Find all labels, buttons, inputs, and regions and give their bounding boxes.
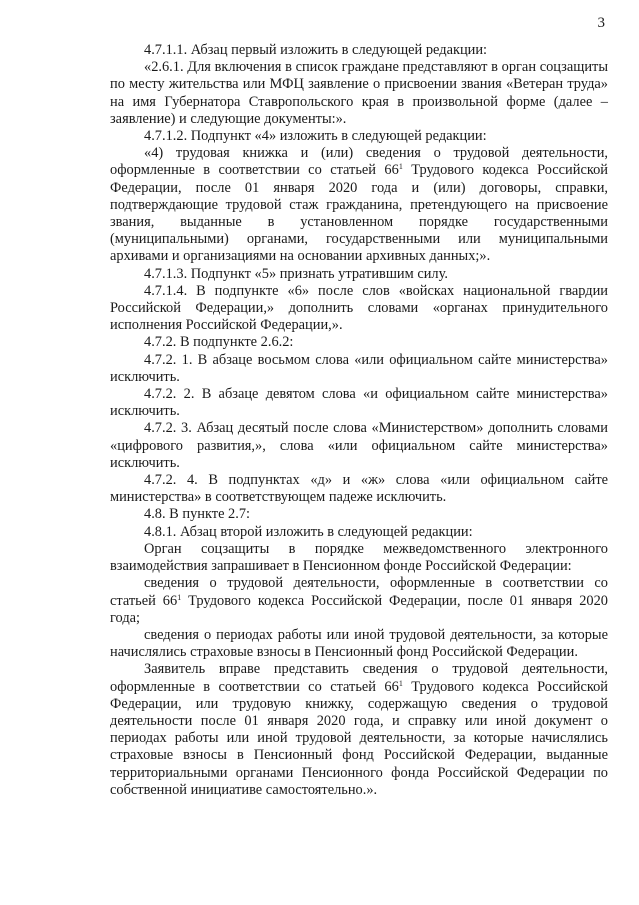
paragraph: 4.7.2. 4. В подпунктах «д» и «ж» слова «или официальном сайте министерства» в соответствующем падеже исключить. bbox=[110, 472, 608, 506]
paragraph: 4.8.1. Абзац второй изложить в следующей редакции: bbox=[144, 523, 473, 540]
paragraph: сведения о трудовой деятельности, оформленные в соответствии со статьей $66^1$ Трудового кодекса Российской Федерации, после 01 января 2020 года; bbox=[110, 575, 609, 626]
page-number: 3 bbox=[597, 15, 605, 31]
paragraph: 4.7.1.3. Подпункт «5» признать утратившим силу. bbox=[144, 265, 448, 282]
paragraph: «2.6.1. Для включения в список граждане представляют в орган соцзащиты по месту жительства или МФЦ заявление о присвоении звания «Ветеран труда» на имя Губернатора Ставропольского края в произвольной форме (далее – заявление) и следующие документы:». bbox=[110, 59, 608, 127]
paragraph: сведения о периодах работы или иной трудовой деятельности, за которые начислялись страховые взносы в Пенсионный фонд Российской Федерации. bbox=[110, 626, 608, 661]
document-body bbox=[110, 42, 608, 799]
paragraph: 4.7.1.2. Подпункт «4» изложить в следующей редакции: bbox=[144, 128, 487, 145]
paragraph: 4.8. В пункте 2.7: bbox=[144, 506, 251, 523]
paragraph: 4.7.2. 1. В абзаце восьмом слова «или официальном сайте министерства» исключить. bbox=[110, 351, 608, 385]
paragraph: 4.7.2. В подпункте 2.6.2: bbox=[144, 334, 294, 351]
paragraph: Заявитель вправе представить сведения о трудовой деятельности, оформленные в соответствии со статьей $66^1$ Трудового кодекса Российской Федерации, или трудовую книжку, содержащую сведения о трудовой деятельности после 01 января 2020 года, и справку или иной документ о периодах работы или иной трудовой деятельности, за которые начислялись страховые взносы в Пенсионный фонд Российской Федерации, выданные территориальными органами Пенсионного фонда Российской Федерации по собственной инициативе самостоятельно.». bbox=[110, 661, 609, 798]
paragraph: «4) трудовая книжка и (или) сведения о трудовой деятельности, оформленные в соответствии со статьей $66^1$ Трудового кодекса Российской Федерации, после 01 января 2020 года и (или) договоры, справки, подтверждающие трудовой стаж гражданина, претендующего на присвоение звания, выданные в установленном порядке государственными (муниципальными) органами, государственными или муниципальными архивами и организациями на основании архивных данных;». bbox=[110, 145, 609, 265]
paragraph: 4.7.2. 3. Абзац десятый после слова «Министерством» дополнить словами «цифрового развития,», слова «или официальном сайте министерства» исключить. bbox=[110, 420, 608, 471]
paragraph: 4.7.1.4. В подпункте «6» после слов «войсках национальной гвардии Российской Федерации,» дополнить словами «органах принудительного исполнения Российской Федерации,». bbox=[110, 282, 608, 334]
paragraph: 4.7.1.1. Абзац первый изложить в следующей редакции: bbox=[144, 42, 488, 58]
paragraph: Орган соцзащиты в порядке межведомственного электронного взаимодействия запрашивает в Пенсионном фонде Российской Федерации: bbox=[110, 540, 608, 575]
paragraph: 4.7.2. 2. В абзаце девятом слова «и официальном сайте министерства» исключить. bbox=[110, 386, 608, 420]
